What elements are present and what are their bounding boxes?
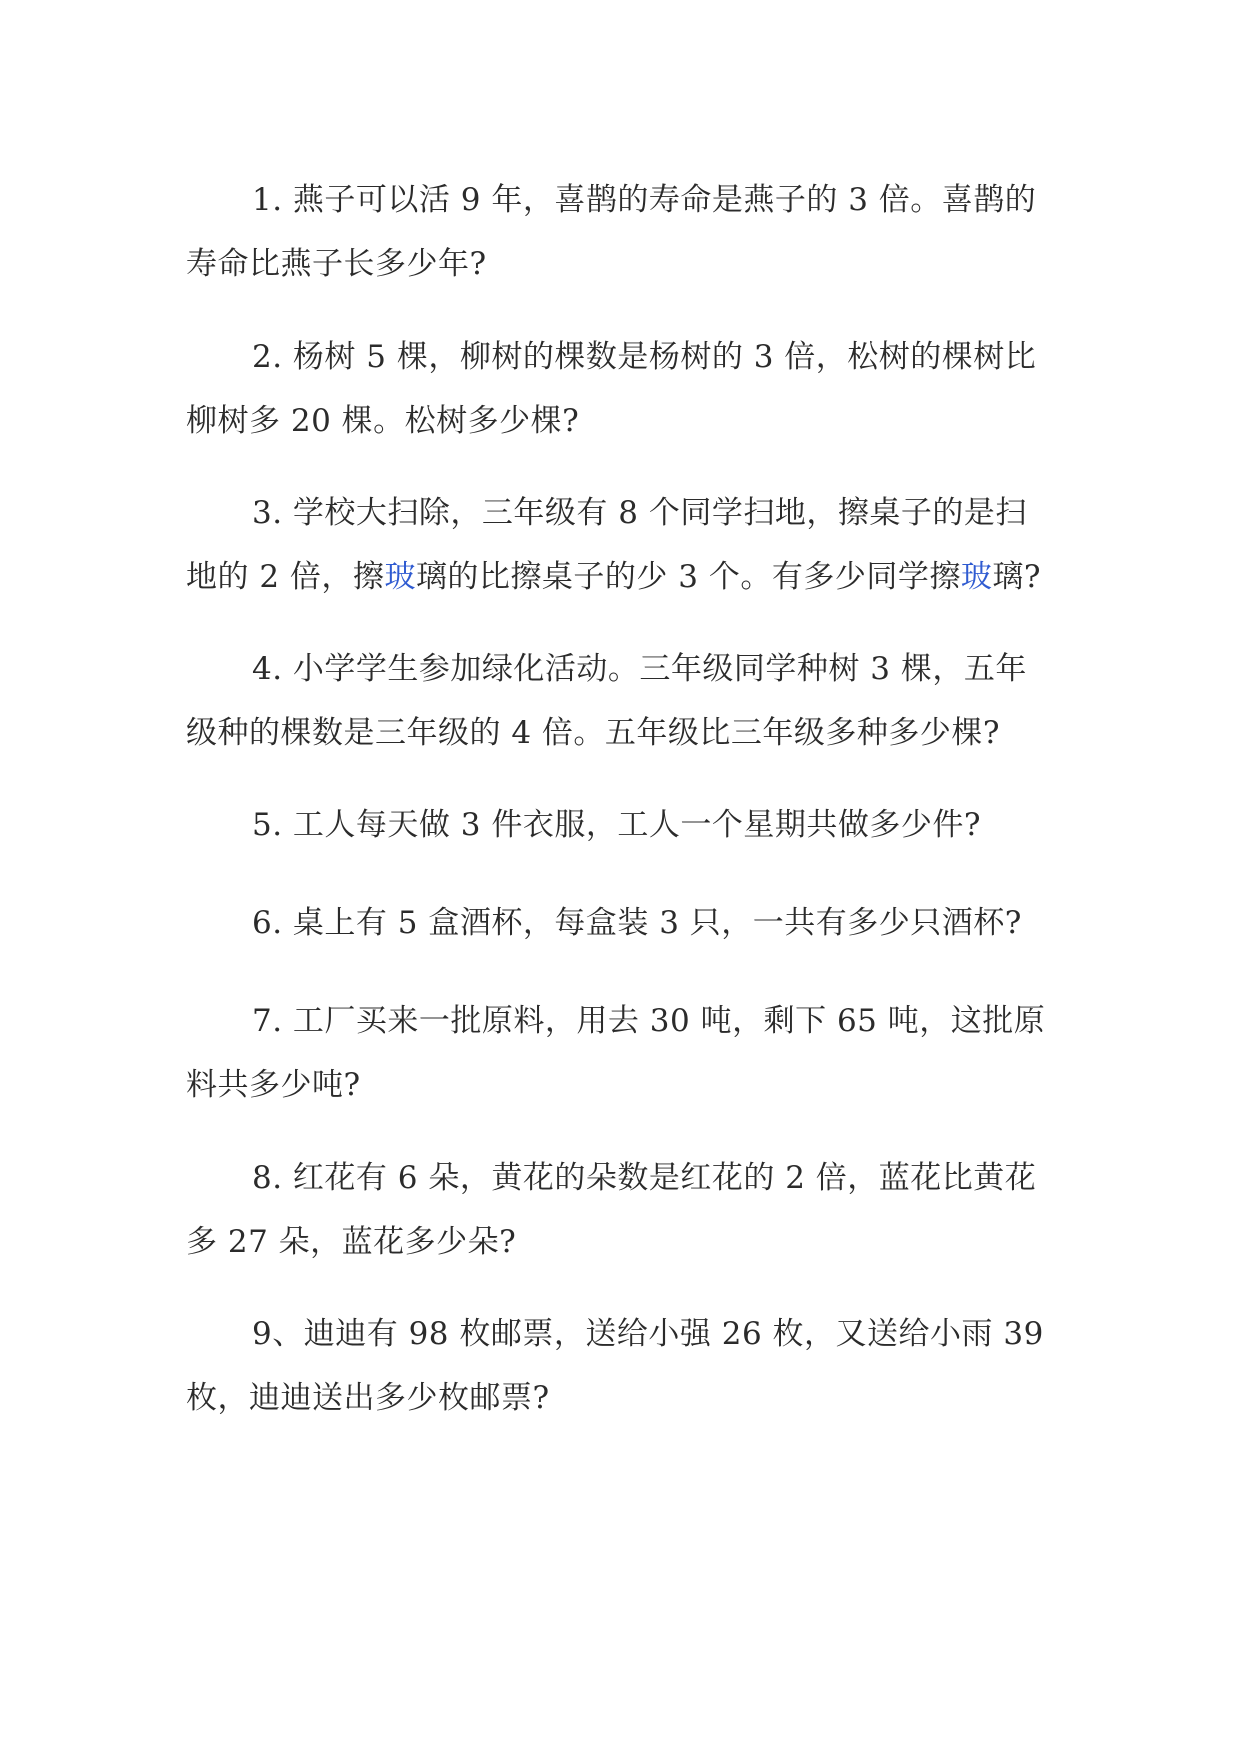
problem-8 (186, 1146, 1066, 1274)
problem-7-line-2: 料共多少吨? (186, 1067, 361, 1103)
problem-3-text-c: 璃? (992, 559, 1041, 595)
problem-9-line-2: 枚，迪迪送出多少枚邮票? (186, 1380, 550, 1416)
problem-2-line-2: 柳树多 20 棵。松树多少棵? (186, 403, 580, 439)
problem-2-line-1: 2. 杨树 5 棵，柳树的棵数是杨树的 3 倍，松树的棵树比 (252, 339, 1037, 375)
problem-8-line-1: 8. 红花有 6 朵，黄花的朵数是红花的 2 倍，蓝花比黄花 (252, 1160, 1037, 1196)
problem-4-line-1: 4. 小学学生参加绿化活动。三年级同学种树 3 棵，五年 (252, 651, 1027, 687)
problem-1-line-1: 1. 燕子可以活 9 年，喜鹊的寿命是燕子的 3 倍。喜鹊的 (252, 182, 1037, 218)
problem-7-line-1: 7. 工厂买来一批原料，用去 30 吨，剩下 65 吨，这批原 (252, 1003, 1046, 1039)
problem-8-line-2: 多 27 朵，蓝花多少朵? (186, 1224, 517, 1260)
problem-3-text-a: 地的 2 倍，擦 (186, 559, 385, 595)
problem-1-line-2: 寿命比燕子长多少年? (186, 246, 487, 282)
problem-2 (186, 325, 1066, 453)
problem-5-line-1: 5. 工人每天做 3 件衣服，工人一个星期共做多少件? (252, 807, 981, 843)
glass-link-1[interactable]: 玻 (384, 559, 416, 595)
problem-1 (186, 168, 1066, 296)
problem-6-line-1: 6. 桌上有 5 盒酒杯，每盒装 3 只，一共有多少只酒杯? (252, 905, 1022, 941)
problem-7 (186, 989, 1066, 1117)
problem-9 (186, 1302, 1066, 1430)
problem-3 (186, 481, 1066, 609)
problem-5 (186, 793, 1066, 857)
glass-link-2[interactable]: 玻 (960, 559, 993, 595)
problem-9-line-1: 9、迪迪有 98 枚邮票，送给小强 26 枚，又送给小雨 39 (252, 1316, 1044, 1352)
problem-3-line-1: 3. 学校大扫除，三年级有 8 个同学扫地，擦桌子的是扫 (252, 495, 1027, 531)
problem-3-line-2 (186, 545, 1066, 609)
problem-3-text-b: 璃的比擦桌子的少 3 个。有多少同学擦 (415, 559, 961, 595)
problem-4-line-2: 级种的棵数是三年级的 4 倍。五年级比三年级多种多少棵? (186, 715, 1001, 751)
problem-6 (186, 891, 1066, 955)
problem-4 (186, 637, 1066, 765)
